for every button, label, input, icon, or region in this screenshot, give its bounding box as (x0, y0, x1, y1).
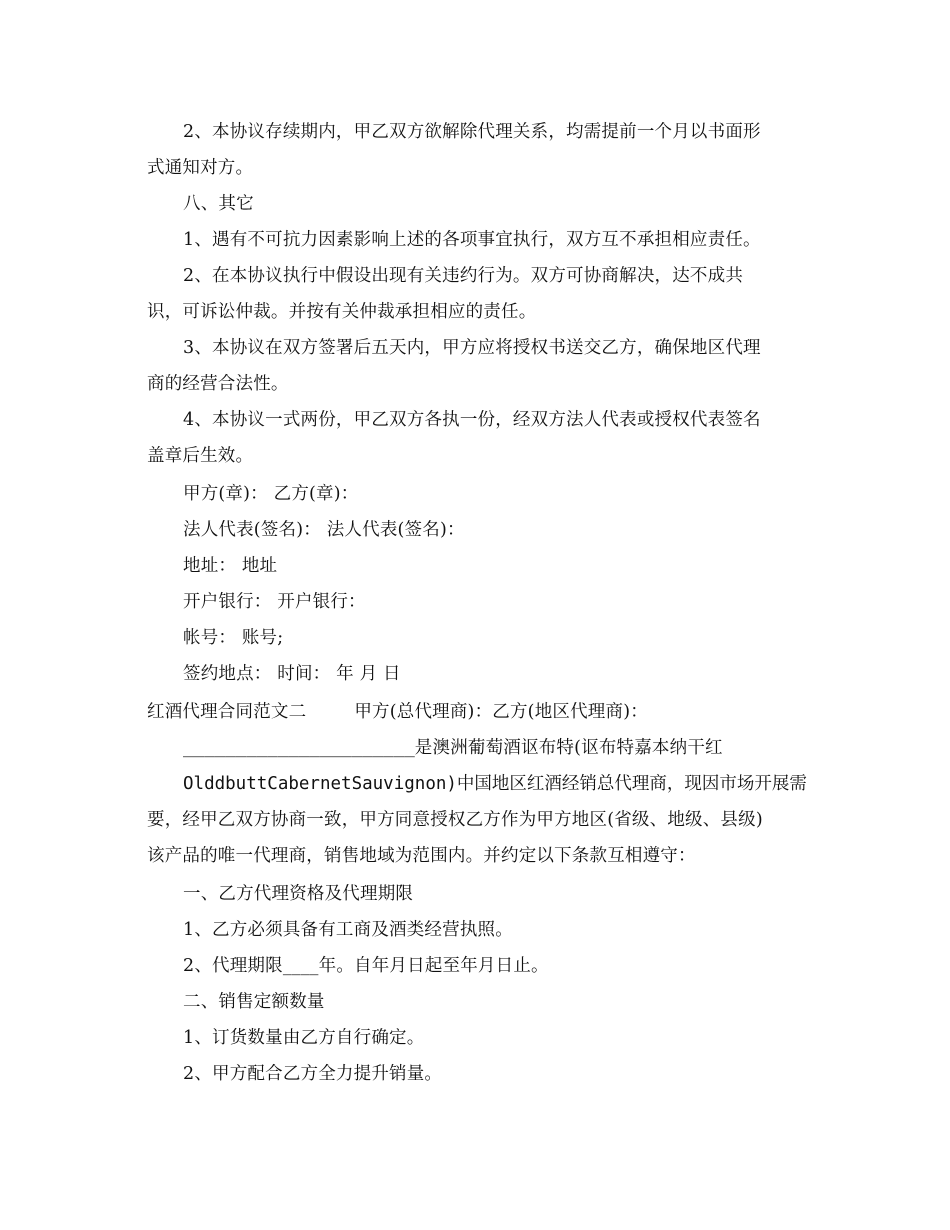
clause-8-4-line-2: 盖章后生效。 (147, 446, 254, 466)
clause-7-2-line-2: 式通知对方。 (147, 158, 254, 178)
intro-line-3: 要，经甲乙双方协商一致，甲方同意授权乙方作为甲方地区(省级、地级、县级) (147, 810, 763, 830)
signature-place-date-line: 签约地点： 时间： 年 月 日 (183, 664, 401, 684)
signature-bank-line: 开户银行： 开户银行： (183, 592, 366, 612)
intro-line-1 (183, 738, 723, 758)
signature-representative-line: 法人代表(签名)： 法人代表(签名)： (183, 520, 465, 540)
clause-2-1: 1、订货数量由乙方自行确定。 (183, 1028, 425, 1048)
section-2-parties: 甲方(总代理商)：乙方(地区代理商)： (354, 702, 648, 722)
clause-8-3-line-1: 3、本协议在双方签署后五天内，甲方应将授权书送交乙方，确保地区代理 (183, 338, 761, 358)
section-2-heading: 二、销售定额数量 (183, 992, 325, 1012)
clause-8-2-line-1: 2、在本协议执行中假设出现有关违约行为。双方可协商解决，达不成共 (183, 266, 744, 286)
clause-8-1: 1、遇有不可抗力因素影响上述的各项事宜执行，双方互不承担相应责任。 (183, 230, 761, 250)
signature-seal-line: 甲方(章)： 乙方(章)： (183, 484, 359, 504)
clause-1-1: 1、乙方必须具备有工商及酒类经营执照。 (183, 920, 513, 940)
signature-address-line: 地址： 地址 (183, 556, 278, 576)
section-2-title: 红酒代理合同范文二 (147, 702, 307, 722)
intro-line-4: 该产品的唯一代理商，销售地域为范围内。并约定以下条款互相遵守： (147, 846, 696, 866)
clause-7-2-line-1: 2、本协议存续期内，甲乙双方欲解除代理关系，均需提前一个月以书面形 (183, 122, 761, 142)
section-8-heading: 八、其它 (183, 194, 254, 214)
clause-8-2-line-2: 识，可诉讼仲裁。并按有关仲裁承担相应的责任。 (147, 302, 537, 322)
section-2-header (147, 702, 648, 722)
clause-2-2: 2、甲方配合乙方全力提升销量。 (183, 1064, 443, 1084)
section-1-heading: 一、乙方代理资格及代理期限 (183, 884, 414, 904)
clause-1-2: 2、代理期限____年。自年月日起至年月日止。 (183, 956, 549, 976)
blank-underline: ______________________ (183, 738, 415, 758)
intro-line-2 (183, 774, 807, 794)
clause-8-4-line-1: 4、本协议一式两份，甲乙双方各执一份，经双方法人代表或授权代表签名 (183, 410, 761, 430)
clause-8-3-line-2: 商的经营合法性。 (147, 374, 289, 394)
signature-account-line: 帐号： 账号; (183, 628, 284, 648)
brand-line: OlddbuttCabernetSauvignon)中国地区红酒经销总代理商，现因市场开展需 (183, 774, 807, 794)
intro-rest: 是澳洲葡萄酒讴布特(讴布特嘉本纳干红 (414, 738, 723, 758)
